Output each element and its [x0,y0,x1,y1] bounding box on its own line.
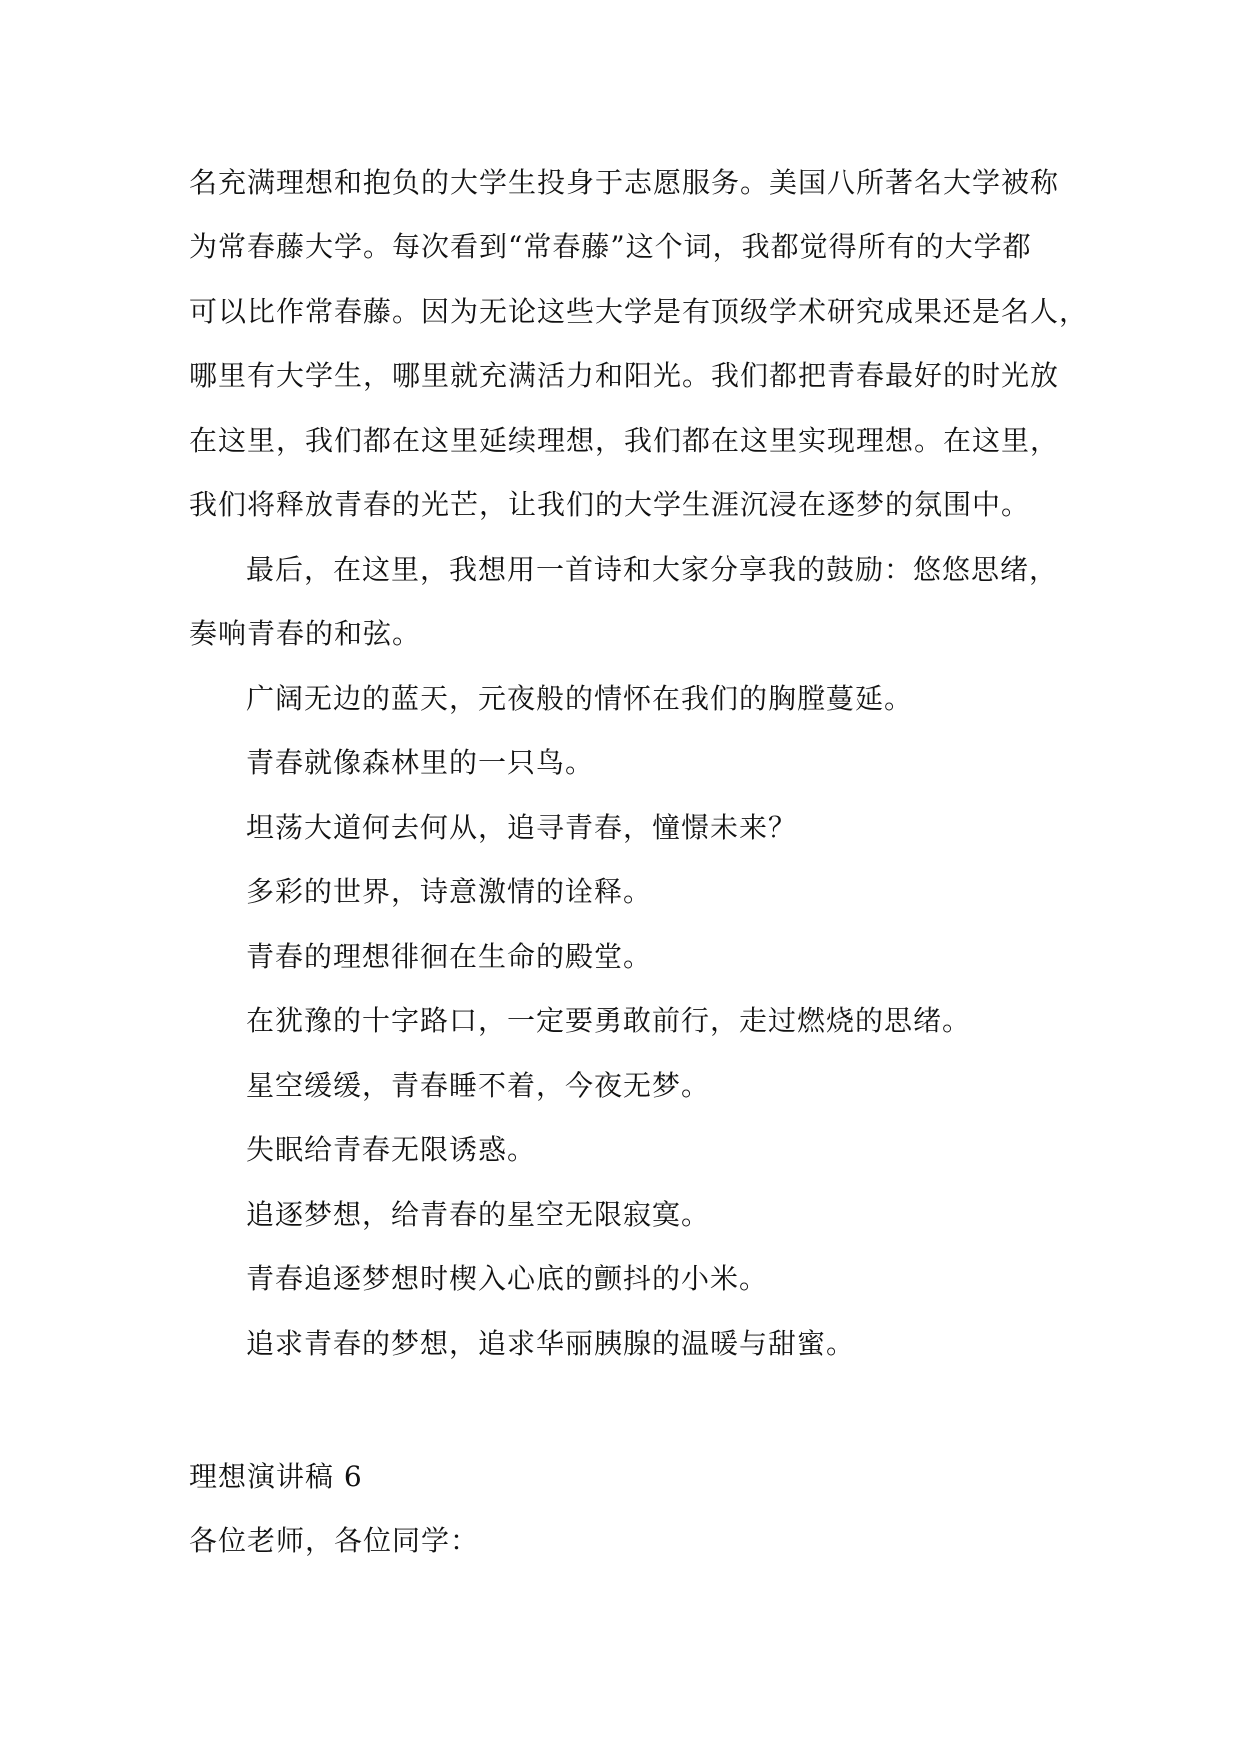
poem-line: 青春的理想徘徊在生命的殿堂。 [246,940,653,973]
poem-line: 青春就像森林里的一只鸟。 [246,746,595,779]
poem-line: 失眠给青春无限诱惑。 [246,1133,537,1166]
salutation: 各位老师，各位同学： [189,1524,480,1557]
poem-line: 在犹豫的十字路口，一定要勇敢前行，走过燃烧的思绪。 [246,1004,972,1037]
poem-line: 多彩的世界，诗意激情的诠释。 [246,875,653,908]
paragraph-line: 为常春藤大学。每次看到“常春藤”这个词，我都觉得所有的大学都 [189,230,1032,263]
poem-line: 广阔无边的蓝天，元夜般的情怀在我们的胸膛蔓延。 [246,682,914,715]
poem-line: 青春追逐梦想时楔入心底的颤抖的小米。 [246,1262,769,1295]
section-title: 理想演讲稿 6 [189,1460,363,1493]
paragraph-line: 最后，在这里，我想用一首诗和大家分享我的鼓励：悠悠思绪， [246,553,1059,586]
paragraph-line: 奏响青春的和弦。 [189,617,422,650]
poem-line: 星空缓缓，青春睡不着，今夜无梦。 [246,1069,711,1102]
poem-line: 坦荡大道何去何从，追寻青春，憧憬未来？ [246,811,798,844]
paragraph-line: 名充满理想和抱负的大学生投身于志愿服务。美国八所著名大学被称 [189,166,1060,199]
paragraph-line: 可以比作常春藤。因为无论这些大学是有顶级学术研究成果还是名人， [189,295,1089,328]
paragraph-line: 我们将释放青春的光芒，让我们的大学生涯沉浸在逐梦的氛围中。 [189,488,1031,521]
poem-line: 追逐梦想，给青春的星空无限寂寞。 [246,1198,711,1231]
paragraph-line: 哪里有大学生，哪里就充满活力和阳光。我们都把青春最好的时光放 [189,359,1060,392]
paragraph-line: 在这里，我们都在这里延续理想，我们都在这里实现理想。在这里， [189,424,1060,457]
poem-line: 追求青春的梦想，追求华丽胰腺的温暖与甜蜜。 [246,1327,856,1360]
